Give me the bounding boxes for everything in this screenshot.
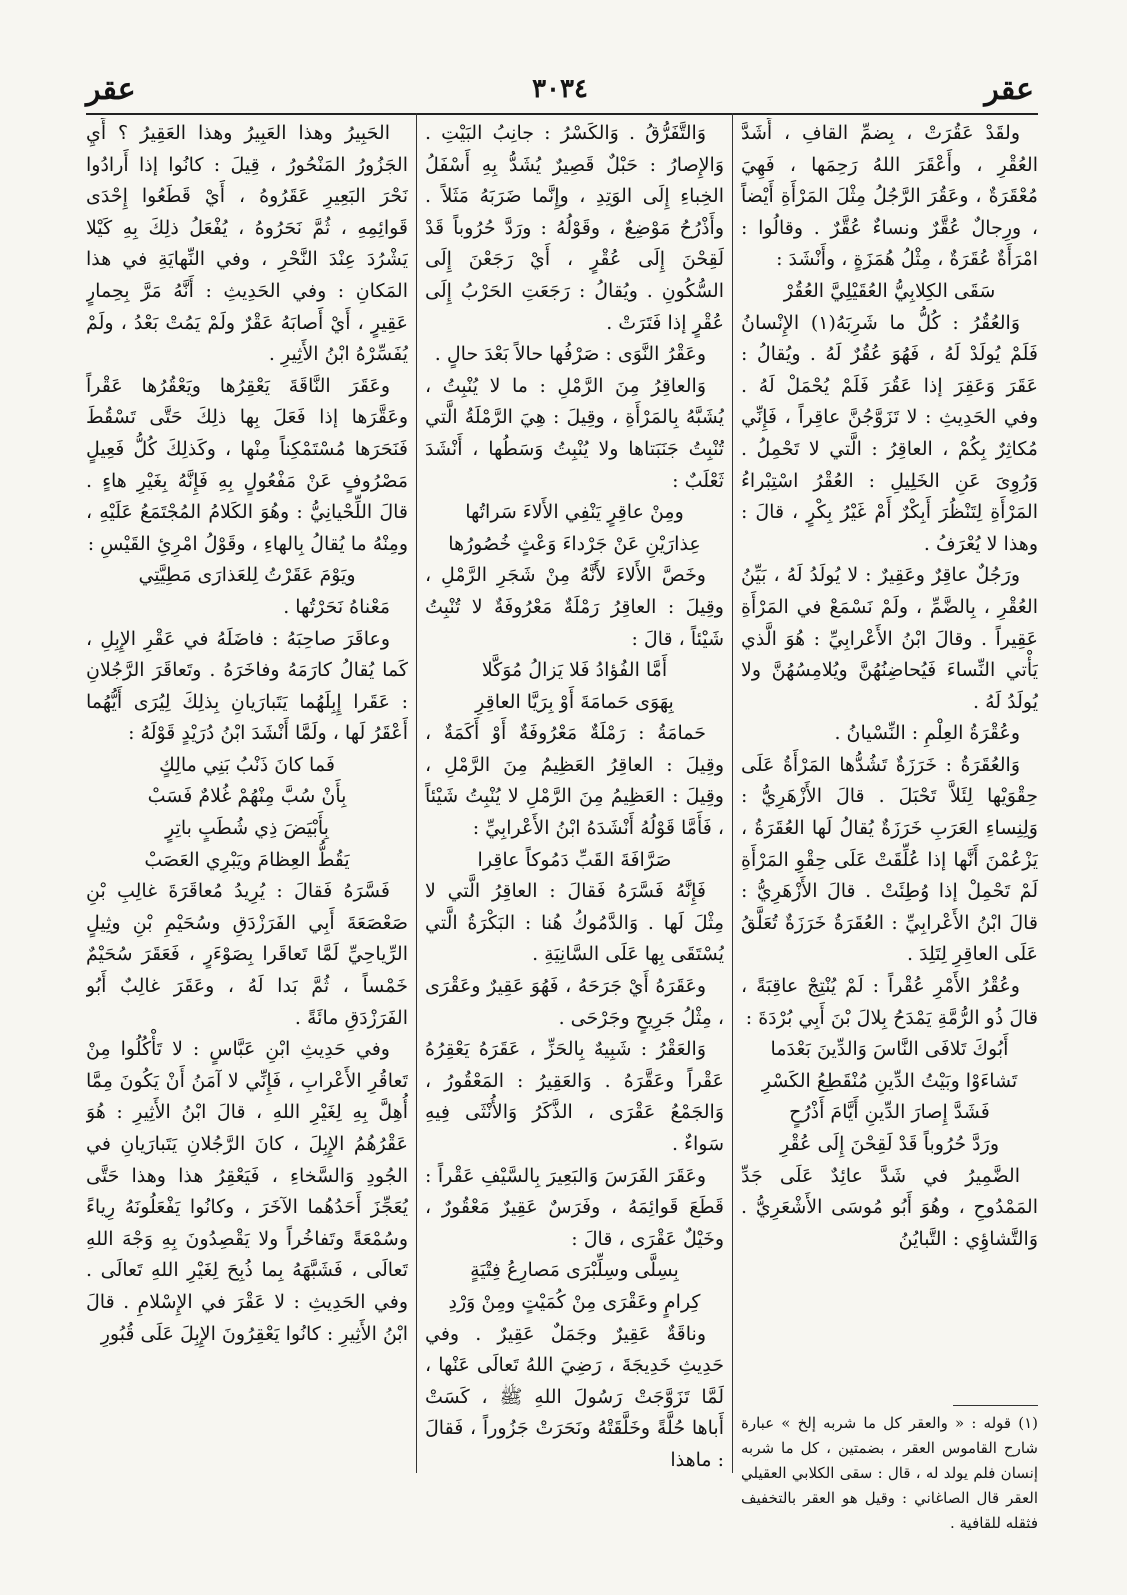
- footnote-rule: [953, 1405, 1038, 1406]
- verse-line: بِهَوَى حَمامَةَ أَوْ بِرَيَّا العاقِرِ: [475, 690, 674, 713]
- verse-line: صَرَّافَةَ القَبِّ دَمُوكاً عاقِرا: [477, 848, 672, 871]
- column-divider-right: [732, 113, 733, 1473]
- verse-line: كِرامٍ وعَقْرَى مِنْ كُمَيْتٍ ومِنْ وَرْدِ: [448, 1290, 701, 1313]
- verse-line: بِأَبْيَضَ ذِي شُطَبٍ باتِرٍ: [165, 817, 329, 840]
- entry-paragraph: الحَبِيرُ وهذا العَبِيرُ وهذا العَقِيرُ ؟ أَيِ الجَزُورُ المَنْحُورُ ، قِيلَ : كانُوا إذا أَرادُوا نَحْرَ البَعِيرِ عَقَرُوهُ ، أَيْ قَطَعُوا إِحْدَى قَوائِمِهِ ، ثُمَّ نَحَرُوهُ ، يُفْعَلُ ذلِكَ بِهِ كَيْلا يَشْرُدَ عِنْدَ النَّحْرِ ، وفي النِّهايَةِ في هذا المَكانِ : وفي الحَدِيثِ : أَنَّهُ مَرَّ بِحِمارٍ عَقِيرٍ ، أَيْ أَصابَهُ عَقْرٌ ولَمْ يَمُتْ بَعْدُ ، ولَمْ يُفَسِّرْهُ ابْنُ الأَثِيرِ .: [86, 122, 408, 366]
- entry-paragraph: الضَّمِيرُ في شَدَّ عائِدٌ عَلَى جَدِّ المَمْدُوحِ ، وهُوَ أَبُو مُوسَى الأَشْعَرِيُّ . وَالتَّشاؤِي : التَّبايُنُ: [741, 1164, 1038, 1250]
- entry-paragraph: فَسَّرَهُ فَقالَ : يُرِيدُ مُعاقَرَةَ غالِبِ بْنِ صَعْصَعَةَ أَبِي الفَرَزْدَقِ وسُحَيْمِ بْنِ وثِيلٍ الرِّياحِيِّ لَمَّا تَعاقَرا بِصَوْءَرٍ ، فَعَقَرَ سُحَيْمٌ خَمْساً ، ثُمَّ بَدا لَهُ ، وعَقَرَ غالِبٌ أَبُو الفَرَزْدَقِ مائَةً .: [86, 880, 408, 1029]
- verse-line: ورَدَّ حُرُوباً قَدْ لَقِحْنَ إِلَى عُقْرِ: [779, 1133, 999, 1155]
- verse-line: بِأَنْ سُبَّ مِنْهُمْ غُلامٌ فَسَبْ: [147, 785, 347, 808]
- entry-paragraph: ورَجُلٌ عاقِرٌ وعَقِيرٌ : لا يُولَدُ لَهُ ، بَيِّنُ العُقْرِ ، بِالضَّمِّ ، ولَمْ نَسْمَعْ في المَرْأَةِ عَقِيراً . وقالَ ابْنُ الأَعْرابِيِّ : هُوَ الَّذي يَأْتي النِّساءَ فَيُحاضِنُهُنَّ ويُلامِسُهُنَّ ولا يُولَدُ لَهُ .: [741, 564, 1038, 713]
- entry-paragraph: وفي حَدِيثِ ابْنِ عَبَّاسٍ : لا تَأْكُلُوا مِنْ تَعاقُرِ الأَعْرابِ ، فَإِنِّي لا آمَنُ أَنْ يَكُونَ مِمَّا أُهِلَّ بِهِ لِغَيْرِ اللهِ ، قالَ ابْنُ الأَثِيرِ : هُوَ عَقْرُهُمُ الإِبِلَ ، كانَ الرَّجُلانِ يَتَبارَيانِ في الجُودِ وَالسَّخاءِ ، فَيَعْقِرُ هذا وهذا حَتَّى يُعَجِّزَ أَحَدُهُما الآخَرَ ، وكانُوا يَفْعَلُونَهُ رِياءً وسُمْعَةً وتَفاخُراً ولا يَقْصِدُونَ بِهِ وَجْهَ اللهِ تَعالَى ، فَشَبَّهَهُ بِما ذُبِحَ لِغَيْرِ اللهِ تَعالَى . وفي الحَدِيثِ : لا عَقْرَ في الإِسْلامِ . قالَ ابْنُ الأَثِيرِ : كانُوا يَعْقِرُونَ الإِبِلَ عَلَى قُبُورِ: [86, 1038, 408, 1345]
- footnote: (١) قوله : « والعقر كل ما شربه إلخ » عبارة شارح القاموس العقر ، بضمتين ، كل ما شربه إنسان فلم يولد له ، قال : سقى الكلابي العقيلي العقر قال الصاغاني : وقيل هو العقر بالتخفيف فثقله للقافية .: [741, 1414, 1038, 1532]
- entry-paragraph: حَمامَةُ : رَمْلَةٌ مَعْرُوفَةٌ أَوْ أَكَمَةٌ ، وقِيلَ : العاقِرُ العَظِيمُ مِنَ الرَّمْلِ ، وقِيلَ : العَظِيمُ مِنَ الرَّمْلِ لا يُنْبِتُ شَيْئاً ، فَأَمَّا قَوْلُهُ أَنْشَدَهُ ابْنُ الأَعْرابِيِّ :: [425, 722, 724, 840]
- entry-paragraph: وعَقَرَ النَّاقَةَ يَعْقِرُها ويَعْقُرُها عَقْراً وعَقَّرَها إذا فَعَلَ بِها ذلِكَ حَتَّى تَسْقُطَ فَنَحَرَها مُسْتَمْكِناً مِنْها ، وكَذلِكَ كُلُّ فَعِيلٍ مَصْرُوفٍ عَنْ مَفْعُولٍ بِهِ فَإِنَّهُ بِغَيْرِ هاءٍ . قالَ اللِّحْيانِيُّ : وهُوَ الكَلامُ المُجْتَمَعُ عَلَيْهِ ، ومِنْهُ ما يُقالُ بِالهاءِ ، وقَوْلُ امْرِئِ القَيْسِ :: [86, 374, 408, 555]
- verse-line: فَشَدَّ إِصارَ الدِّينِ أَيَّامَ أَذْرُحٍ: [789, 1101, 990, 1124]
- header-keyword-left: عقر: [86, 72, 136, 107]
- verse-line: يَقُطُّ العِظامَ ويَبْرِي العَصَبْ: [144, 848, 350, 871]
- verse-line: سَقَى الكِلابِيُّ العُقَيْلِيَّ العُقُرْ: [783, 279, 996, 302]
- header-keyword-right: عقر: [984, 72, 1034, 107]
- verse-line: فَما كانَ ذَنْبُ بَنِي مالِكٍ: [159, 753, 335, 776]
- entry-paragraph: وخَصَّ الأَلاءَ لأَنَّهُ مِنْ شَجَرِ الرَّمْلِ ، وقِيلَ : العاقِرُ رَمْلَةٌ مَعْرُوفَةٌ لا تُنْبِتُ شَيْئاً ، قالَ :: [425, 564, 724, 650]
- verse-line: عِذارَيْنِ عَنْ جَرْداءَ وَعْثٍ خُصُورُها: [448, 532, 701, 555]
- verse-line: أَبُوكَ تَلافَى النَّاسَ وَالدِّينَ بَعْدَما: [770, 1038, 1009, 1061]
- column-left: [86, 118, 408, 1578]
- page-header: [86, 72, 1034, 112]
- entry-paragraph: مَعْناهُ نَحَرْتُها .: [283, 595, 390, 618]
- entry-paragraph: ولقَدْ عَقُرَتْ ، بِضمِّ القافِ ، أَشَدَّ العُقْرِ ، وأَعْقَرَ اللهُ رَحِمَها ، فَهِيَ مُعْقَرَةٌ ، وعَقُرَ الرَّجُلُ مِثْلَ المَرْأَةِ أَيْضاً ، ورِجالٌ عُقَّرٌ ونساءٌ عُقَّرٌ . وقالُوا : امْرَأَةٌ عُقَرَةٌ ، مِثْلُ هُمَزَةٍ ، وأَنْشَدَ :: [741, 122, 1038, 271]
- entry-paragraph: وعاقَرَ صاحِبَهُ : فاضَلَهُ في عَقْرِ الإِبِلِ ، كَما يُقالُ كارَمَهُ وفاخَرَهُ . وتَعاقَرَ الرَّجُلانِ : عَقَرا إِبِلَهُما يَتَبارَيانِ بِذلِكَ لِيُرَى أَيُّهُما أَعْقَرُ لَها ، ولَمَّا أَنْشَدَ ابْنُ دُرَيْدٍ قَوْلَهُ :: [86, 627, 408, 745]
- verse-line: ومِنْ عاقِرٍ يَنْفِي الأَلاءَ سَراتُها: [465, 501, 684, 524]
- header-rule: [86, 113, 1038, 115]
- verse-line: ويَوْمَ عَقَرْتُ لِلعَذارَى مَطِيَّتِي: [138, 564, 356, 587]
- entry-paragraph: وعَقَرَهُ أَيْ جَرَحَهُ ، فَهُوَ عَقِيرٌ وعَقْرَى ، مِثْلُ جَرِيحٍ وجَرْحَى .: [425, 975, 724, 1029]
- entry-paragraph: وعَقَرَ الفَرَسَ وَالبَعِيرَ بِالسَّيْفِ عَقْراً : قَطَعَ قَوائِمَهُ ، وفَرَسٌ عَقِيرٌ مَعْقُورٌ ، وخَيْلٌ عَقْرَى ، قالَ :: [425, 1164, 724, 1250]
- page-number: ٣٠٣٤: [532, 74, 588, 104]
- entry-paragraph: وعُقْرُ الأَمْرِ عُقْراً : لَمْ يُنْتِجْ عاقِبَةً ، قالَ ذُو الرُّمَّةِ يَمْدَحُ بِلالَ بْنَ أَبِي بُرْدَةَ :: [741, 975, 1038, 1029]
- entry-paragraph: وَالعُقُرُ : كُلُّ ما شَرِبَهُ(١) الإِنْسانُ فَلَمْ يُولَدْ لَهُ ، فَهُوَ عُقُرٌ لَهُ . ويُقالُ : عَقَرَ وَعَقِرَ إذا عَقُرَ فَلَمْ يُحْمَلْ لَهُ . وفي الحَدِيثِ : لا تَزَوَّجُنَّ عاقِراً ، فَإِنِّي مُكاثِرٌ بِكُمْ ، العاقِرُ : الَّتي لا تَحْمِلُ . وَرُوِىَ عَنِ الخَلِيلِ : العُقْرُ اسْتِبْراءُ المَرْأَةِ لِتَنْظُرَ أَبِكْرٌ أَمْ غَيْرُ بِكْرٍ ، قالَ : وهذا لا يُعْرَفُ .: [741, 311, 1038, 555]
- column-divider-left: [416, 113, 417, 1473]
- entry-paragraph: وعَقْرُ النَّوَى : صَرْفُها حالاً بَعْدَ حالٍ .: [434, 343, 706, 366]
- column-right: [741, 118, 1038, 1458]
- verse-line: بِسِلَّى وسِلِّبْرَى مَصارِعُ فِتْيَةٍ: [470, 1259, 679, 1282]
- entry-paragraph: وَالعَقْرُ : شَبِيهٌ بِالحَزِّ ، عَقَرَهُ يَعْقِرُهُ عَقْراً وعَقَّرَهُ . وَالعَقِيرُ : المَعْقُورُ ، وَالجَمْعُ عَقْرَى ، الذَّكَرُ وَالأُنْثَى فِيهِ سَواءٌ .: [425, 1038, 724, 1155]
- verse-line: تَشاءَوْا وبَيْتُ الدِّينِ مُنْقَطِعُ الكَسْرِ: [761, 1069, 1018, 1092]
- entry-paragraph: وَالعُقَرَةُ : خَرَزَةٌ تَشُدُّها المَرْأَةُ عَلَى حِقْوَيْها لِئَلاَّ تَحْبَلَ . قالَ الأَزْهَرِيُّ : وَلِنِساءِ العَرَبِ خَرَزَةٌ يُقالُ لَها العُقَرَةُ ، يَزْعُمْنَ أَنَّها إذا عُلِّقَتْ عَلَى حِقْوِ المَرْأَةِ لَمْ تَحْمِلْ إذا وُطِئَتْ . قالَ الأَزْهَرِيُّ : قالَ ابْنُ الأَعْرابِيِّ : العُقَرَةُ خَرَزَةٌ تُعَلَّقُ عَلَى العاقِرِ لِتَلِدَ .: [741, 753, 1038, 966]
- verse-line: أَمَّا الفُؤادُ فَلا يَزالُ مُوَكَّلا: [481, 659, 668, 682]
- column-middle: [425, 118, 724, 1578]
- entry-paragraph: وَالتَّفَرُّقُ . وَالكَسْرُ : جانِبُ البَيْتِ . وَالإِصارُ : حَبْلٌ قَصِيرٌ يُشَدُّ بِهِ أَسْفَلُ الخِباءِ إِلَى الوَتِدِ ، وإِنَّما ضَرَبَهُ مَثَلاً . وأَذْرُحُ مَوْضِعٌ ، وقَوْلُهُ : ورَدَّ حُرُوباً قَدْ لَقِحْنَ إِلَى عُقْرٍ ، أَيْ رَجَعْنَ إِلَى السُّكُونِ . ويُقالُ : رَجَعَتِ الحَرْبُ إِلَى عُقْرٍ إذا فَتَرَتْ .: [425, 122, 724, 334]
- entry-paragraph: وَالعاقِرُ مِنَ الرَّمْلِ : ما لا يُنْبِتُ ، يُشَبَّهُ بِالمَرْأَةِ ، وقِيلَ : هِيَ الرَّمْلَةُ الَّتي تُنْبِتُ جَنَبَتاها ولا يُنْبِتُ وَسَطُها ، أَنْشَدَ ثَعْلَبٌ :: [425, 374, 724, 492]
- entry-paragraph: وعُقْرَةُ العِلْمِ : النِّسْيانُ .: [834, 722, 1020, 745]
- entry-paragraph: وناقَةٌ عَقِيرٌ وجَمَلٌ عَقِيرٌ . وفي حَدِيثِ خَدِيجَةَ ، رَضِيَ اللهُ تَعالَى عَنْها ، لَمَّا تَزَوَّجَتْ رَسُولَ اللهِ ﷺ ، كَسَتْ أَباها حُلَّةً وخَلَّقَتْهُ ونَحَرَتْ جَزُوراً ، فَقالَ : ماهذا: [425, 1322, 724, 1471]
- entry-paragraph: فَإِنَّهُ فَسَّرَهُ فَقالَ : العاقِرُ الَّتي لا مِثْلَ لَها . وَالدَّمُوكُ هُنا : البَكْرَةُ الَّتي يُسْتَقَى بِها عَلَى السَّانِيَةِ .: [425, 880, 724, 966]
